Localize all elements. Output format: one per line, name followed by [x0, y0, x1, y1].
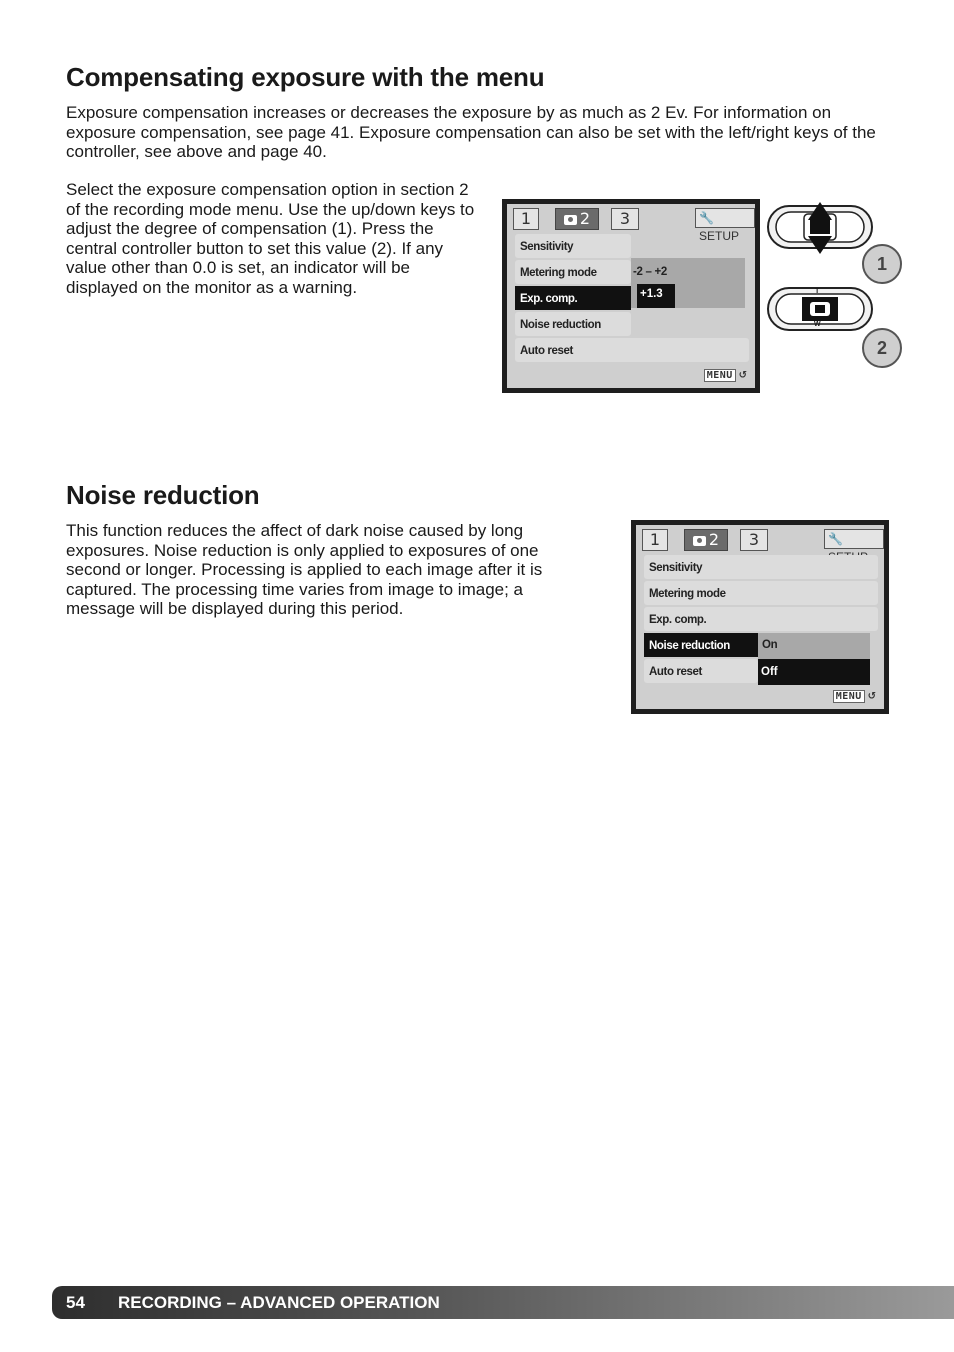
noise-reduction-menu-screen	[631, 520, 889, 714]
tab-1: 1	[513, 208, 539, 230]
tab-camera-2: 2	[555, 208, 599, 230]
camera-icon	[693, 536, 706, 546]
menu-item-metering-mode: Metering mode	[515, 260, 631, 284]
return-icon: ↺	[738, 370, 747, 381]
menu-key-hint: MENU ↺	[833, 691, 876, 702]
exp-comp-value: +1.3	[637, 284, 675, 308]
zoom-w-label: W	[814, 321, 821, 328]
setup-tab	[824, 529, 884, 549]
page-footer	[52, 1286, 954, 1319]
page-number: 54	[66, 1293, 85, 1312]
option-off-selected: Off	[758, 659, 870, 685]
exposure-body-text: Select the exposure compensation option in section 2 of the recording mode menu. Use the up/down keys to adjust the degree of compensation (1). Press the central controller button to set this value (2). If any value other than 0.0 is set, an indicator will be displayed on the monitor as a warning.	[66, 180, 475, 297]
tab-camera-2: 2	[684, 529, 728, 551]
menu-item-auto-reset: Auto reset	[644, 659, 758, 683]
controller-updown-illustration	[766, 200, 878, 256]
menu-item-exp-comp: Exp. comp.	[515, 286, 631, 310]
noise-reduction-body-text: This function reduces the affect of dark noise caused by long exposures. Noise reduction is only applied to exposures of one second or longer. Processing is applied to each image after it is captured. The processing time varies from image to image; a message will be displayed during this period.	[66, 521, 543, 618]
tab-1: 1	[642, 529, 668, 551]
setup-tab: 🔧SETUP	[695, 208, 755, 228]
step-badge-2: 2	[862, 328, 902, 368]
option-on: On	[762, 639, 778, 651]
tab-3: 3	[611, 208, 639, 230]
exposure-intro-text: Exposure compensation increases or decreases the exposure by as much as 2 Ev. For information on exposure compensation, see page 41. Exposure compensation can also be set with the left/right keys of the controller, see above and page 40.	[66, 103, 876, 161]
zoom-t-label: T	[815, 288, 820, 295]
wrench-icon: 🔧	[828, 532, 843, 546]
wrench-icon: 🔧	[699, 211, 714, 225]
return-icon: ↺	[867, 691, 876, 702]
controller-center-illustration	[766, 284, 878, 334]
section-title-noise-reduction: Noise reduction	[66, 480, 260, 510]
menu-item-noise-reduction: Noise reduction	[644, 633, 758, 657]
menu-item-sensitivity: Sensitivity	[644, 555, 878, 579]
menu-item-noise-reduction: Noise reduction	[515, 312, 631, 336]
exp-comp-range: -2 – +2	[633, 266, 668, 278]
step-badge-1: 1	[862, 244, 902, 284]
footer-section-title: RECORDING – ADVANCED OPERATION	[118, 1293, 440, 1312]
camera-icon	[564, 215, 577, 225]
menu-item-metering-mode: Metering mode	[644, 581, 878, 605]
menu-item-sensitivity: Sensitivity	[515, 234, 631, 258]
section-title-exposure: Compensating exposure with the menu	[66, 62, 545, 92]
menu-item-exp-comp: Exp. comp.	[644, 607, 878, 631]
menu-key-hint: MENU ↺	[704, 370, 747, 381]
menu-item-auto-reset: Auto reset	[515, 338, 749, 362]
tab-3: 3	[740, 529, 768, 551]
exposure-menu-screen	[502, 199, 760, 393]
